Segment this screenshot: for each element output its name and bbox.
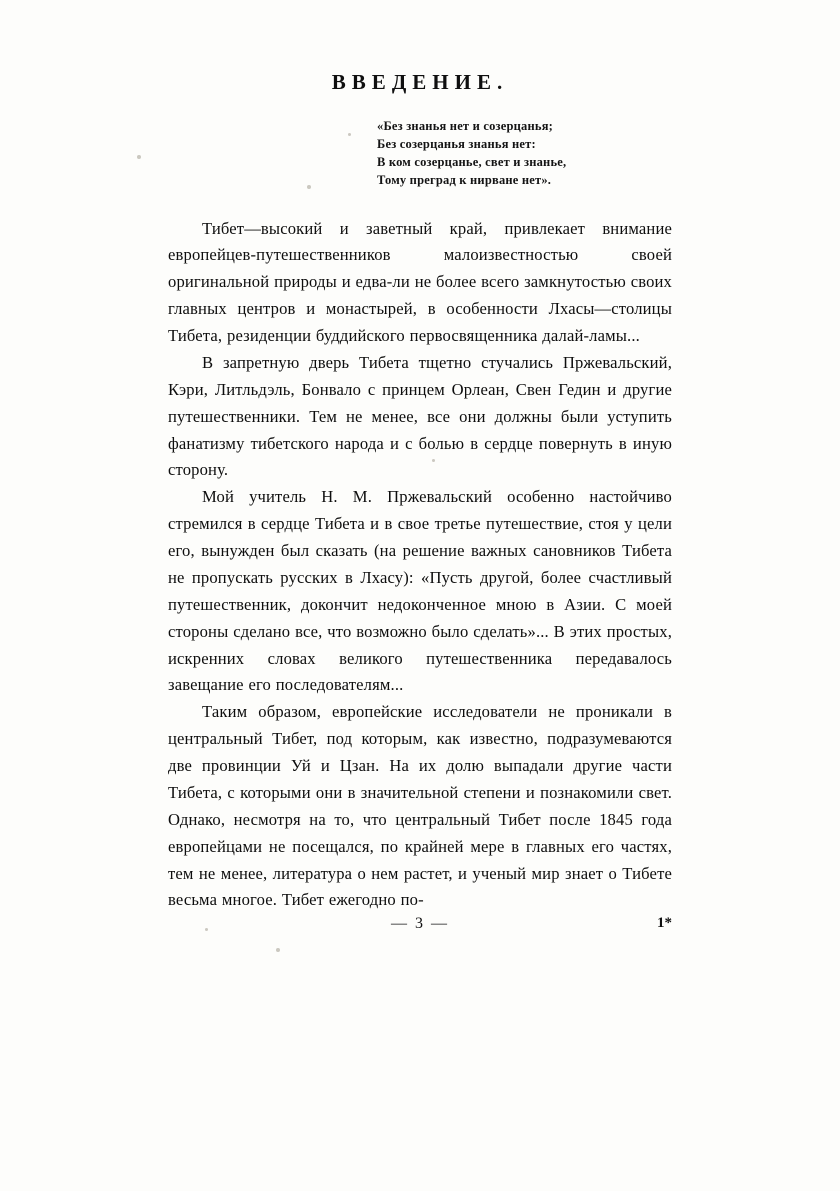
epigraph-line: В ком созерцанье, свет и знанье, <box>377 155 567 170</box>
paragraph: Тибет—высокий и заветный край, привлекает внимание европейцев-путешественников малоизвестностью своей оригинальной природы и едва-ли не более всего замкнутостью своих главных центров и монастырей, в особенности Лхасы—столицы Тибета, резиденции буддийского первосвященника далай-ламы... <box>168 218 672 345</box>
page-number: — 3 — <box>391 915 449 932</box>
signature-mark: 1* <box>657 915 672 931</box>
paragraph: В запретную дверь Тибета тщетно стучались Пржевальский, Кэри, Литльдэль, Бонвало с принцем Орлеан, Свен Гедин и другие путешественники. Тем не менее, все они должны были уступить фанатизму тибетского народа и с болью в сердце повернуть в иную сторону. <box>168 352 672 480</box>
paragraph: Мой учитель Н. М. Пржевальский особенно настойчиво стремился в сердце Тибета и в свое третье путешествие, стоя у цели его, вынужден был сказать (на решение важных сановников Тибета не пропускать русских в Лхасу): «Пусть другой, более счастливый путешественник, докончит недоконченное мною в Азии. С моей стороны сделано все, что возможно было сделать»... В этих простых, искренних словах великого путешественника передавалось завещание его последователям... <box>168 487 672 695</box>
epigraph-line: Без созерцанья знанья нет: <box>377 137 536 152</box>
page-footer <box>168 915 672 939</box>
paper-speck <box>276 948 280 952</box>
epigraph-line: Тому преград к нирване нет». <box>377 173 552 188</box>
epigraph <box>377 117 672 190</box>
page-title: ВВЕДЕНИЕ. <box>331 70 509 94</box>
paper-speck <box>137 155 141 159</box>
paragraph: Таким образом, европейские исследователи не проникали в центральный Тибет, под которым, как известно, подразумеваются две провинции Уй и Цзан. На их долю выпадали другие части Тибета, с которыми они в значительной степени и познакомили свет. Однако, несмотря на то, что центральный Тибет после 1845 года европейцами не посещался, по крайней мере в главных его частях, тем не менее, литература о нем растет, и ученый мир знает о Тибете весьма многое. Тибет ежегодно по- <box>168 702 672 910</box>
epigraph-line: «Без знанья нет и созерцанья; <box>377 119 554 133</box>
page-content <box>168 70 672 914</box>
body-text <box>168 216 672 915</box>
